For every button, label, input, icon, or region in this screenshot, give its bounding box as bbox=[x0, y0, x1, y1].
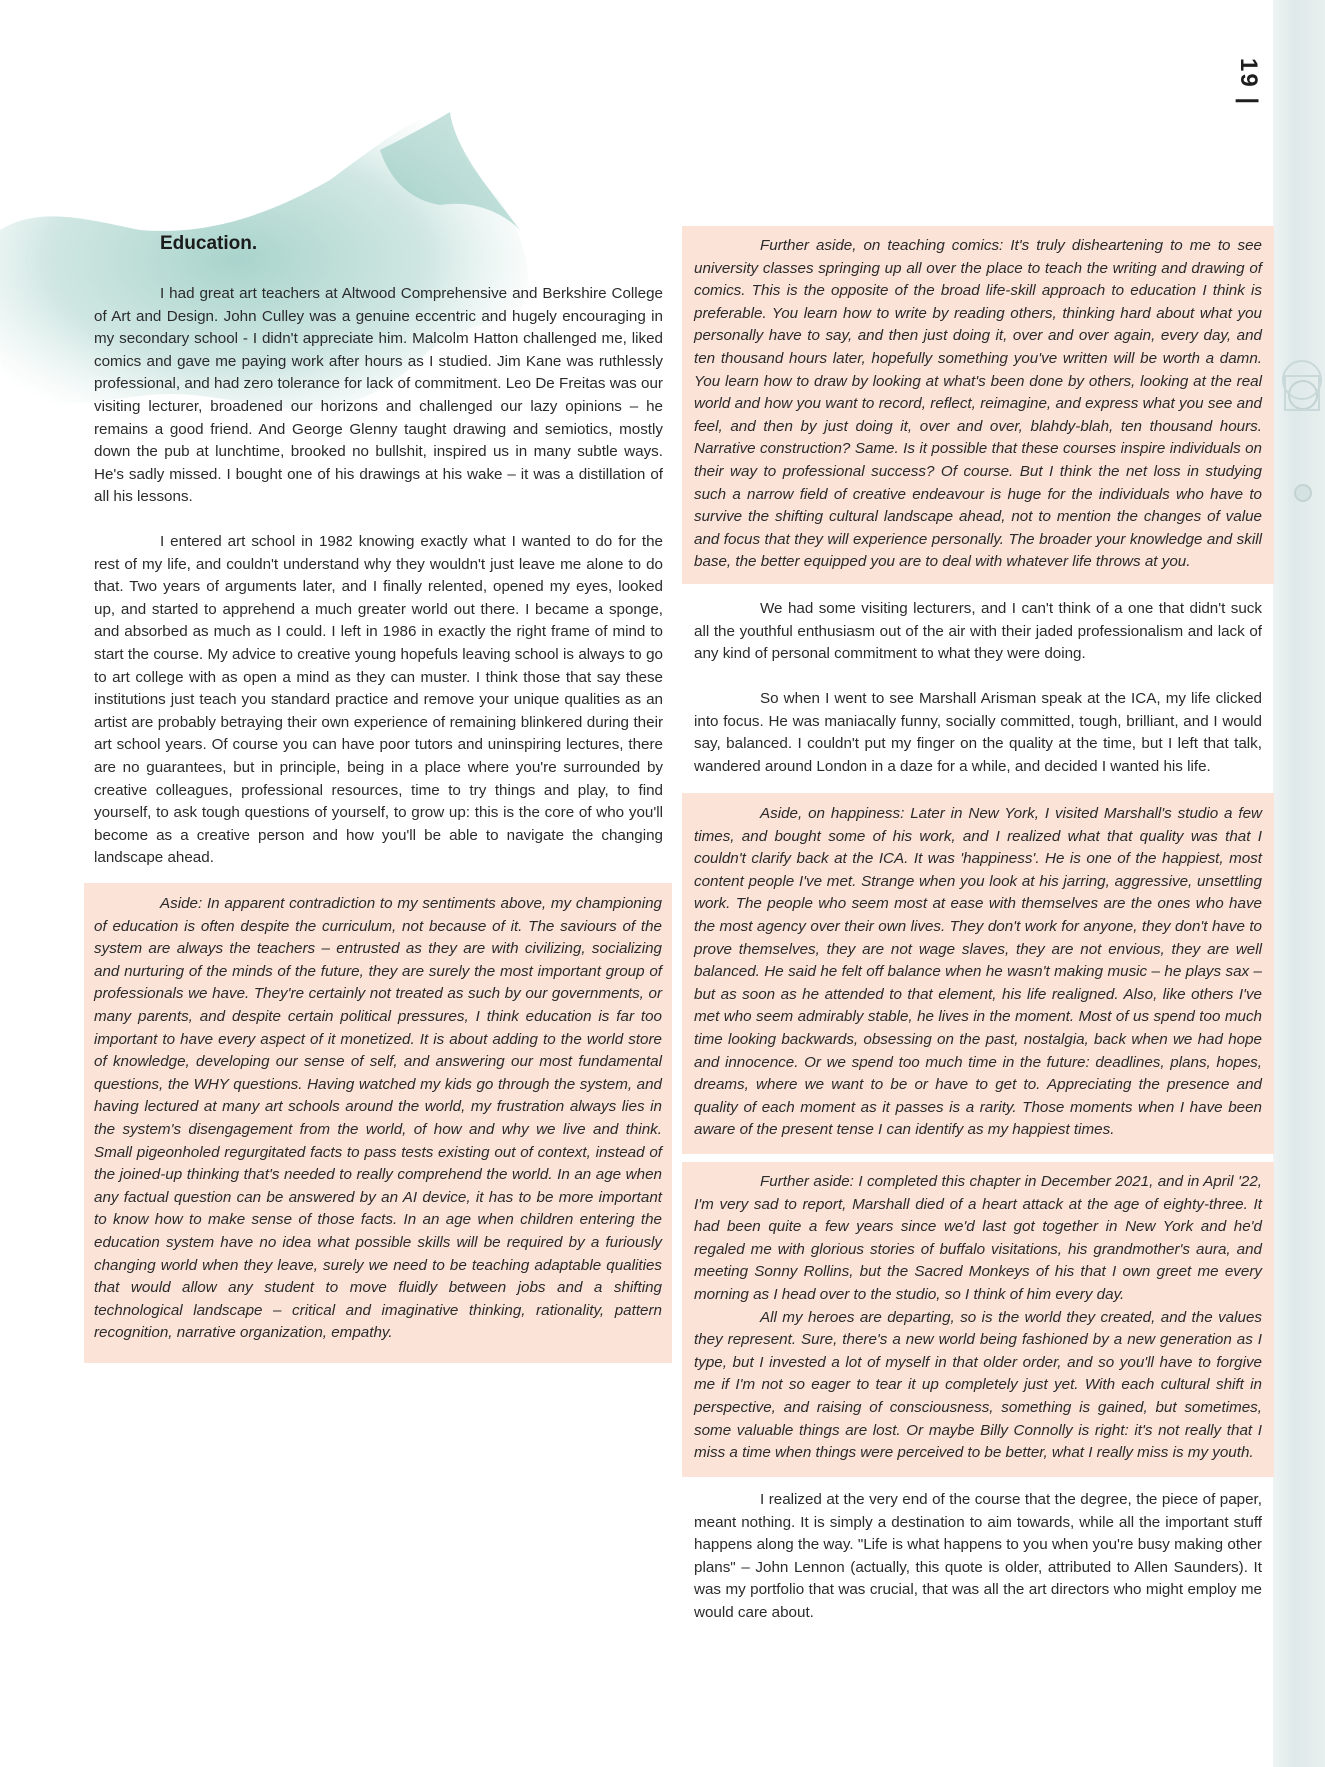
paragraph-art-school: I entered art school in 1982 knowing exactly what I wanted to do for the rest of my life, and couldn't understand why they wouldn't just leave me alone to do that. Two years of arguments later, and I finally relented, opened my eyes, looked up, and started to apprehend a much greater world out there. I became a sponge, and absorbed as much as I could. I left in 1986 in exactly the right frame of mind to start the course. My advice to creative young hopefuls leaving school is always to go to art college with as open a mind as they can muster. I think those that say these institutions just teach you standard practice and remove your unique qualities as an artist are probably betraying their own experience of remaining blinkered during their art school years. Of course you can have poor tutors and uninspiring lectures, there are no guarantees, but in principle, being in a place where you're surrounded by creative colleagues, professional resources, time to try things and play, to find yourself, to ask tough questions of yourself, to grow up: this is the core of who you'll become as a creative person and how you'll be able to navigate the changing landscape ahead. bbox=[94, 533, 663, 867]
page-edge-texture bbox=[1273, 0, 1325, 1767]
aside-comics: Further aside, on teaching comics: It's truly disheartening to me to see university classes springing up all over the place to teach the writing and drawing of comics. This is the opposite of the broad life-skill approach to education I think is preferable. You learn how to write by reading others, thinking hard about what you personally have to say, and then just doing it, over and over again, every day, and ten thousand hours later, hopefully something you've written will be worth a damn. You learn how to draw by looking at what's been done by others, looking at the real world and how you want to record, reflect, reimagine, and express what you see and feel, and then by just doing it, over and over, blahdy-blah, ten thousand hours. Narrative construction? Same. Is it possible that these courses inspire individuals on their way to professional success? Of course. But I think the net loss in studying such a narrow field of creative endeavour is huge for the individuals who have to survive the shifting cultural landscape ahead, not to mention the changes of value and focus that they will experience personally. The broader your knowledge and skill base, the better equipped you are to deal with whatever life throws at you. bbox=[694, 237, 1262, 571]
left-body bbox=[94, 283, 663, 509]
aside-comics-box bbox=[682, 226, 1274, 584]
right-body-degree bbox=[694, 1489, 1262, 1625]
paragraph-arisman: So when I went to see Marshall Arisman speak at the ICA, my life clicked into focus. He was maniacally funny, socially committed, tough, brilliant, and I would say, balanced. I couldn't put my finger on the quality at the time, but I left that talk, wandered around London in a daze for a while, and decided I wanted his life. bbox=[694, 690, 1262, 775]
paragraph-lecturers: We had some visiting lecturers, and I can't think of a one that didn't suck all the youthful enthusiasm out of the air with their jaded professionalism and lack of any kind of personal commitment to what they were doing. bbox=[694, 600, 1262, 663]
right-body-lecturers bbox=[694, 598, 1262, 666]
aside-happiness-box bbox=[682, 793, 1274, 1154]
dot-ornament-icon bbox=[1294, 484, 1312, 502]
page-number: 19 | bbox=[1235, 58, 1262, 107]
paragraph-degree: I realized at the very end of the course that the degree, the piece of paper, meant nothing. It is simply a destination to aim towards, while all the important stuff happens along the way. "Life is what happens to you when you're busy making other plans" – John Lennon (actually, this quote is older, attributed to Allen Saunders). It was my portfolio that was crucial, that was all the art directors who might employ me would care about. bbox=[694, 1491, 1262, 1621]
section-heading: Education. bbox=[160, 233, 258, 254]
aside-further-box bbox=[682, 1162, 1274, 1477]
aside-further-2: All my heroes are departing, so is the world they created, and the values they represent. Sure, there's a new world being fashioned by a new generation as I type, but I invested a lot of myself in that older order, and so you'll have to forgive me if I'm not so eager to tear it up completely just yet. With each cultural shift in perspective, and raising of consciousness, something is gained, but sometimes, some valuable things are lost. Or maybe Billy Connolly is right: it's not really that I miss a time when things were perceived to be better, what I really miss is my youth. bbox=[694, 1308, 1262, 1462]
aside-education: Aside: In apparent contradiction to my sentiments above, my championing of education is often despite the curriculum, not because of it. The saviours of the system are always the teachers – entrusted as they are with civilizing, socializing and nurturing of the minds of the future, they are surely the most important group of professionals we have. They're certainly not treated as such by our governments, or many parents, and despite certain political pressures, I think education is far too important to have every aspect of it monetized. It is about adding to the world store of knowledge, developing our sense of self, and answering our most fundamental questions, the WHY questions. Having watched my kids go through the system, and having lectured at many art schools around the world, my frustration always lies in the system's disengagement from the world, of how and why we live and think. Small pigeonholed regurgitated facts to pass tests existing out of context, instead of the joined-up thinking that's needed to really comprehend the world. In an age when any factual question can be answered by an AI device, it has to be more important to know how to make sense of those facts. In an age when children entering the education system have no idea what possible skills will be required by a furiously changing world when they leave, surely we need to be teaching adaptable qualities that would allow any student to move fluidly between jobs and a shifting technological landscape – critical and imaginative thinking, rationality, pattern recognition, narrative organization, empathy. bbox=[94, 895, 662, 1342]
aside-further-1: Further aside: I completed this chapter in December 2021, and in April '22, I'm very sad to report, Marshall died of a heart attack at the age of eighty-three. It had been quite a few years since we'd last got together in New York and he'd regaled me with glorious stories of buffalo visitations, his grandmother's aura, and meeting Sonny Rollins, but the Sacred Monkeys of his that I own greet me every morning as I head over to the studio, so I think of him every day. bbox=[694, 1173, 1262, 1303]
aside-education-box bbox=[84, 883, 672, 1363]
square-ornament-icon bbox=[1284, 375, 1320, 411]
right-body-arisman bbox=[694, 688, 1262, 778]
aside-happiness: Aside, on happiness: Later in New York, I visited Marshall's studio a few times, and bought some of his work, and I realized what that quality was that I couldn't clarify back at the ICA. It was 'happiness'. He is one of the happiest, most content people I've met. Strange when you look at his jarring, aggressive, unsettling work. The people who seem most at ease with themselves are the ones who have the most agency over their own lives. They don't work for anyone, they don't have to prove themselves, they are not wage slaves, they are not envious, they are well balanced. He said he felt off balance when he wasn't making music – he plays sax – but as soon as he attended to that element, his life realigned. Also, like others I've met who seem admirably stable, he lives in the moment. Most of us spend too much time looking backwards, obsessing on the past, nostalgia, back when we had hope and innocence. Or we spend too much time in the future: deadlines, plans, hopes, dreams, where we want to be or have to get to. Appreciating the presence and quality of each moment as it passes is a rarity. Those moments when I have been aware of the present tense I can identify as my happiest times. bbox=[694, 805, 1262, 1139]
left-body-2 bbox=[94, 531, 663, 870]
paragraph-teachers: I had great art teachers at Altwood Comprehensive and Berkshire College of Art and Design. John Culley was a genuine eccentric and hugely encouraging in my secondary school - I didn't appreciate him. Malcolm Hatton challenged me, liked comics and gave me paying work after hours as I studied. Jim Kane was ruthlessly professional, and had zero tolerance for lack of commitment. Leo De Freitas was our visiting lecturer, broadened our horizons and challenged our lazy opinions – he remains a good friend. And George Glenny taught drawing and semiotics, mostly down the pub at lunchtime, brooked no bullshit, inspired us in many subtle ways. He's sadly missed. I bought one of his drawings at his wake – it was a distillation of all his lessons. bbox=[94, 285, 663, 506]
